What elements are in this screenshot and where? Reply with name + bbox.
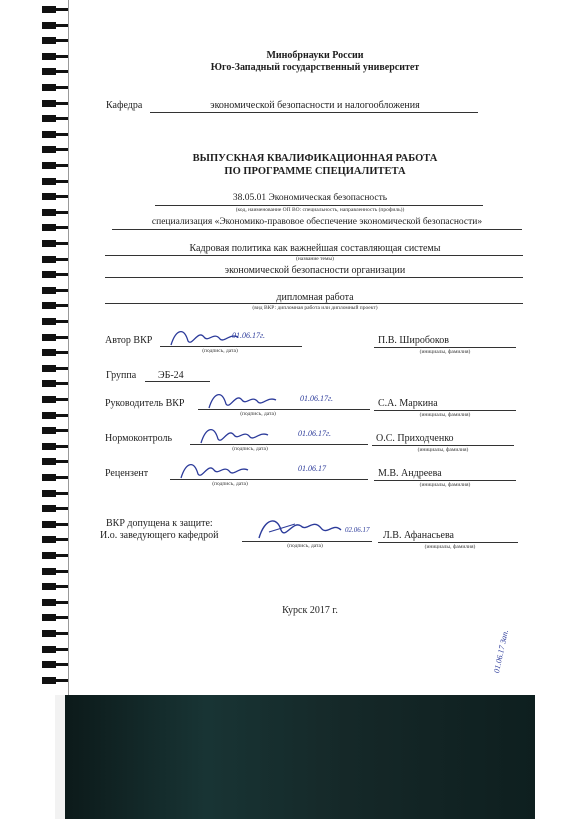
role-sign-hint: (подпись, дата) [240,411,276,417]
binding-tab [54,70,68,73]
binding-tab [54,554,68,557]
binding-tab [54,273,68,276]
binding-tab [54,55,68,58]
ministry-title: Минобрнауки России [266,50,364,61]
binding-tab [54,180,68,183]
work-type-hint: (вид ВКР: дипломная работа или дипломный проект) [252,305,378,311]
role-label: Нормоконтроль [105,433,173,444]
work-type-value: дипломная работа [276,292,354,303]
role-sign-hint: (подпись, дата) [212,481,248,487]
place-year: Курск 2017 г. [282,605,338,616]
binding-tab [54,211,68,214]
binding-tab [54,102,68,105]
department-value: экономической безопасности и налогообложения [210,100,420,111]
role-name: С.А. Маркина [378,398,438,409]
binding-tab [54,648,68,651]
binding-tab [54,164,68,167]
role-name-underline [374,347,516,348]
role-date: 01.06.17 [298,464,326,473]
role-label: Автор ВКР [105,335,153,346]
binding-tab [54,133,68,136]
binding-tab [54,382,68,385]
role-name: М.В. Андреева [378,468,442,479]
binding-tab [54,39,68,42]
specialization-underline [112,229,522,230]
role-sign-hint: (подпись, дата) [232,446,268,452]
binding-tab [54,289,68,292]
topic-underline2 [105,277,523,278]
binding-tab [54,24,68,27]
role-name-hint: (инициалы, фамилия) [419,349,471,355]
binding-tab [54,398,68,401]
binding-tab [54,86,68,89]
binding-tab [54,570,68,573]
binding-tab [54,242,68,245]
work-type-underline [105,303,523,304]
admission-sign-hint: (подпись, дата) [287,543,323,549]
binding-tab [54,523,68,526]
binding-tab [54,367,68,370]
binding-tab [54,476,68,479]
binding-tab [54,195,68,198]
role-name: О.С. Приходченко [376,433,454,444]
role-signature [178,458,258,482]
specialty-value: 38.05.01 Экономическая безопасность [232,193,388,203]
group-value: ЭБ-24 [158,370,184,381]
role-name-underline [374,410,516,411]
admission-line2: И.о. заведующего кафедрой [100,530,219,541]
doc-title-line1: ВЫПУСКНАЯ КВАЛИФИКАЦИОННАЯ РАБОТА [192,153,438,164]
binding-tab [54,679,68,682]
binding-tab [54,460,68,463]
binding-tab [54,616,68,619]
role-label: Рецензент [105,468,149,479]
binding-tab [54,601,68,604]
binding-tab [54,429,68,432]
binding-tab [54,663,68,666]
admission-name-hint: (инициалы, фамилия) [424,544,476,550]
binding-tab [54,538,68,541]
binding-tab [54,320,68,323]
binding-tab [54,632,68,635]
scan-dark-area [65,695,535,819]
role-signature [206,388,286,412]
role-date: 01.06.17г. [232,331,266,340]
binding-tab [54,8,68,11]
group-underline [145,381,210,382]
binding-tab [54,148,68,151]
admission-line1: ВКР допущена к защите: [106,518,213,529]
admission-name: Л.В. Афанасьева [383,530,454,541]
binding-tab [54,351,68,354]
binding-tab [54,507,68,510]
binding-tab [54,414,68,417]
topic-line1: Кадровая политика как важнейшая составляющая системы [189,243,441,254]
role-name-hint: (инициалы, фамилия) [419,482,471,488]
department-label: Кафедра [106,100,143,111]
role-name: П.В. Широбоков [378,335,449,346]
department-underline [150,112,478,113]
university-title: Юго-Западный государственный университет [210,62,420,73]
binding-tab [54,226,68,229]
specialty-hint: (код, наименование ОП ВО: специальность, направленность (профиль)) [235,207,405,213]
binding-tab [54,336,68,339]
role-name-underline [374,480,516,481]
role-name-hint: (инициалы, фамилия) [417,447,469,453]
admission-name-underline [378,542,518,543]
specialization-value: специализация «Экономико-правовое обеспечение экономической безопасности» [151,217,483,227]
role-name-underline [372,445,514,446]
group-label: Группа [106,370,137,381]
binding-tab [54,445,68,448]
binding-tab [54,492,68,495]
topic-line2: экономической безопасности организации [224,265,406,276]
specialty-underline [155,205,483,206]
binding-tab [54,258,68,261]
role-date: 01.06.17г. [300,394,334,403]
margin-note: 01.06.17 Зап. [492,628,510,674]
binding-tab [54,585,68,588]
role-sign-hint: (подпись, дата) [202,348,238,354]
doc-title-line2: ПО ПРОГРАММЕ СПЕЦИАЛИТЕТА [224,166,406,177]
topic-hint: (название темы) [296,256,334,262]
admission-date: 02.06.17 [345,526,370,534]
role-label: Руководитель ВКР [105,398,185,409]
spiral-binding [40,0,80,700]
role-date: 01.06.17г. [298,429,332,438]
binding-tab [54,304,68,307]
role-name-hint: (инициалы, фамилия) [419,412,471,418]
binding-tab [54,117,68,120]
role-signature [198,423,278,447]
